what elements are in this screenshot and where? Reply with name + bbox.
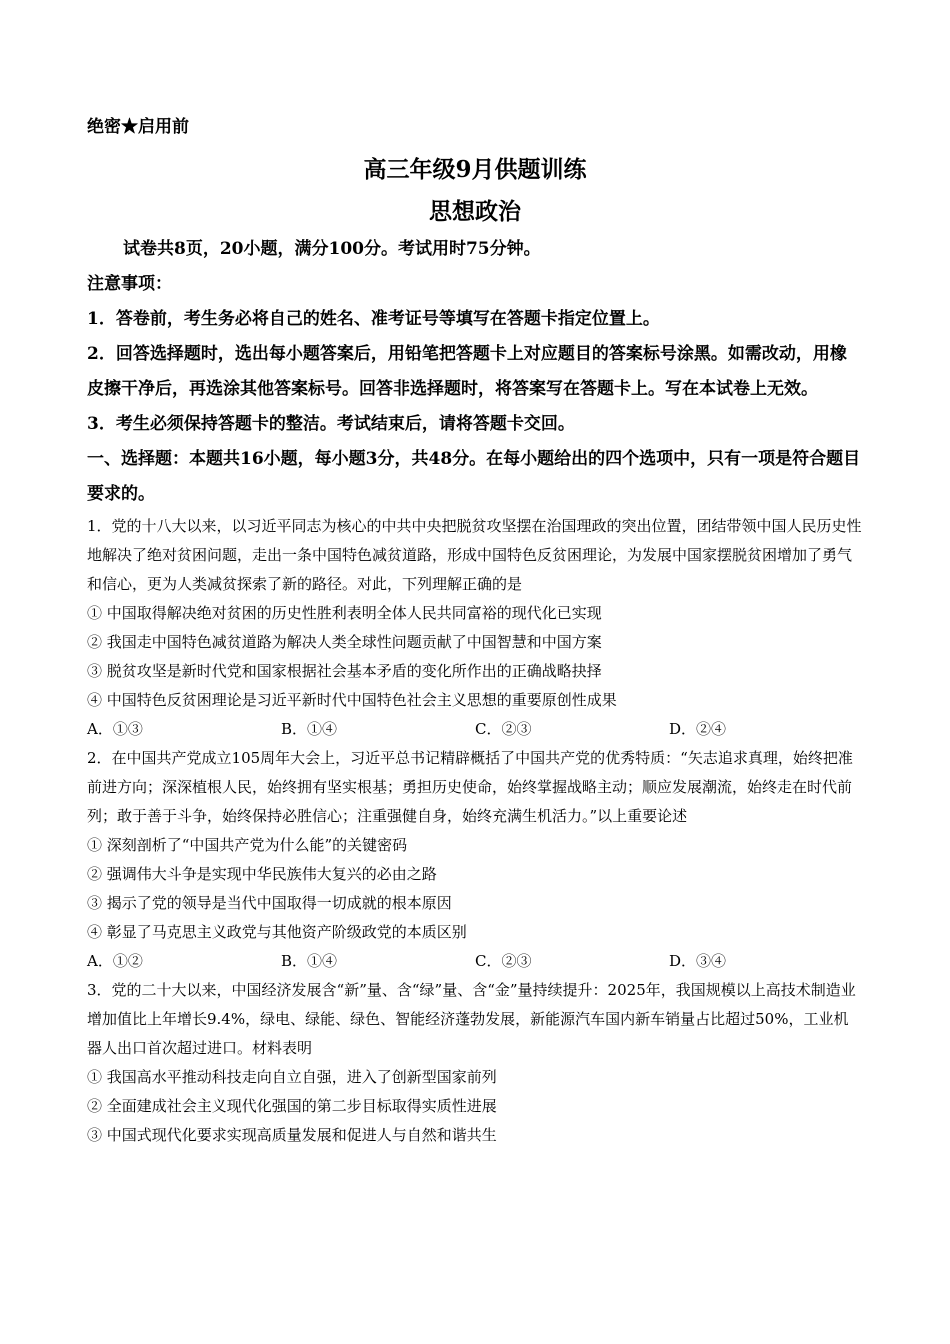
option-b: B．①④: [281, 720, 338, 738]
option-d: D．②④: [669, 720, 727, 738]
notice-heading: 注意事项：: [87, 274, 172, 294]
secret-label: 绝密★启用前: [87, 117, 189, 137]
answer-options: [87, 715, 863, 744]
question-stem: 2．在中国共产党成立105周年大会上，习近平总书记精辟概括了中国共产党的优秀特质：“矢志追求真理，始终把准前进方向；深深植根人民，始终拥有坚实根基；勇担历史使命，始终掌握战略主动；顺应发展潮流，始终走在时代前列；敢于善于斗争，始终保持必胜信心；注重强健自身，始终充满生机活力。”以上重要论述: [87, 749, 853, 825]
option-a: A．①③: [87, 720, 143, 738]
statement: ① 深刻剖析了“中国共产党为什么能”的关键密码: [87, 836, 408, 854]
statement: ② 强调伟大斗争是实现中华民族伟大复兴的必由之路: [87, 865, 437, 883]
question-3: [87, 976, 863, 1150]
statement: ① 中国取得解决绝对贫困的历史性胜利表明全体人民共同富裕的现代化已实现: [87, 604, 602, 622]
statement: ② 全面建成社会主义现代化强国的第二步目标取得实质性进展: [87, 1097, 497, 1115]
notice-item: 2．回答选择题时，选出每小题答案后，用铅笔把答题卡上对应题目的答案标号涂黑。如需改动，用橡皮擦干净后，再选涂其他答案标号。回答非选择题时，将答案写在答题卡上。写在本试卷上无效。: [87, 344, 847, 399]
question-2: [87, 744, 863, 976]
option-d: D．③④: [669, 952, 727, 970]
notice-item: 1．答卷前，考生务必将自己的姓名、准考证号等填写在答题卡指定位置上。: [87, 309, 660, 329]
section-heading: 一、选择题：本题共16小题，每小题3分，共48分。在每小题给出的四个选项中，只有一项是符合题目要求的。: [87, 449, 861, 504]
option-c: C．②③: [475, 952, 532, 970]
option-c: C．②③: [475, 720, 532, 738]
notice-item: 3．考生必须保持答题卡的整洁。考试结束后，请将答题卡交回。: [87, 414, 575, 434]
option-a: A．①②: [87, 952, 143, 970]
statement: ③ 脱贫攻坚是新时代党和国家根据社会基本矛盾的变化所作出的正确战略抉择: [87, 662, 602, 680]
option-b: B．①④: [281, 952, 338, 970]
exam-title: 高三年级9月供题训练: [363, 156, 587, 183]
statement: ③ 揭示了党的领导是当代中国取得一切成就的根本原因: [87, 894, 452, 912]
question-stem: 1．党的十八大以来，以习近平同志为核心的中共中央把脱贫攻坚摆在治国理政的突出位置，团结带领中国人民历史性地解决了绝对贫困问题，走出一条中国特色减贫道路，形成中国特色反贫困理论，为发展中国家摆脱贫困增加了勇气和信心，更为人类减贫探索了新的路径。对此，下列理解正确的是: [87, 517, 862, 593]
subject-title: 思想政治: [429, 198, 521, 225]
statement: ④ 中国特色反贫困理论是习近平新时代中国特色社会主义思想的重要原创性成果: [87, 691, 617, 709]
statement: ④ 彰显了马克思主义政党与其他资产阶级政党的本质区别: [87, 923, 467, 941]
statement: ① 我国高水平推动科技走向自立自强，进入了创新型国家前列: [87, 1068, 497, 1086]
question-1: [87, 512, 863, 744]
statement: ③ 中国式现代化要求实现高质量发展和促进人与自然和谐共生: [87, 1126, 497, 1144]
exam-page: [87, 112, 863, 1150]
question-stem: 3．党的二十大以来，中国经济发展含“新”量、含“绿”量、含“金”量持续提升：2025年，我国规模以上高技术制造业增加值比上年增长9.4%，绿电、绿能、绿色、智能经济蓬勃发展，新能源汽车国内新车销量占比超过50%，工业机器人出口首次超过进口。材料表明: [87, 981, 856, 1057]
exam-info: 试卷共8页，20小题，满分100分。考试用时75分钟。: [123, 239, 541, 259]
statement: ② 我国走中国特色减贫道路为解决人类全球性问题贡献了中国智慧和中国方案: [87, 633, 602, 651]
answer-options: [87, 947, 863, 976]
